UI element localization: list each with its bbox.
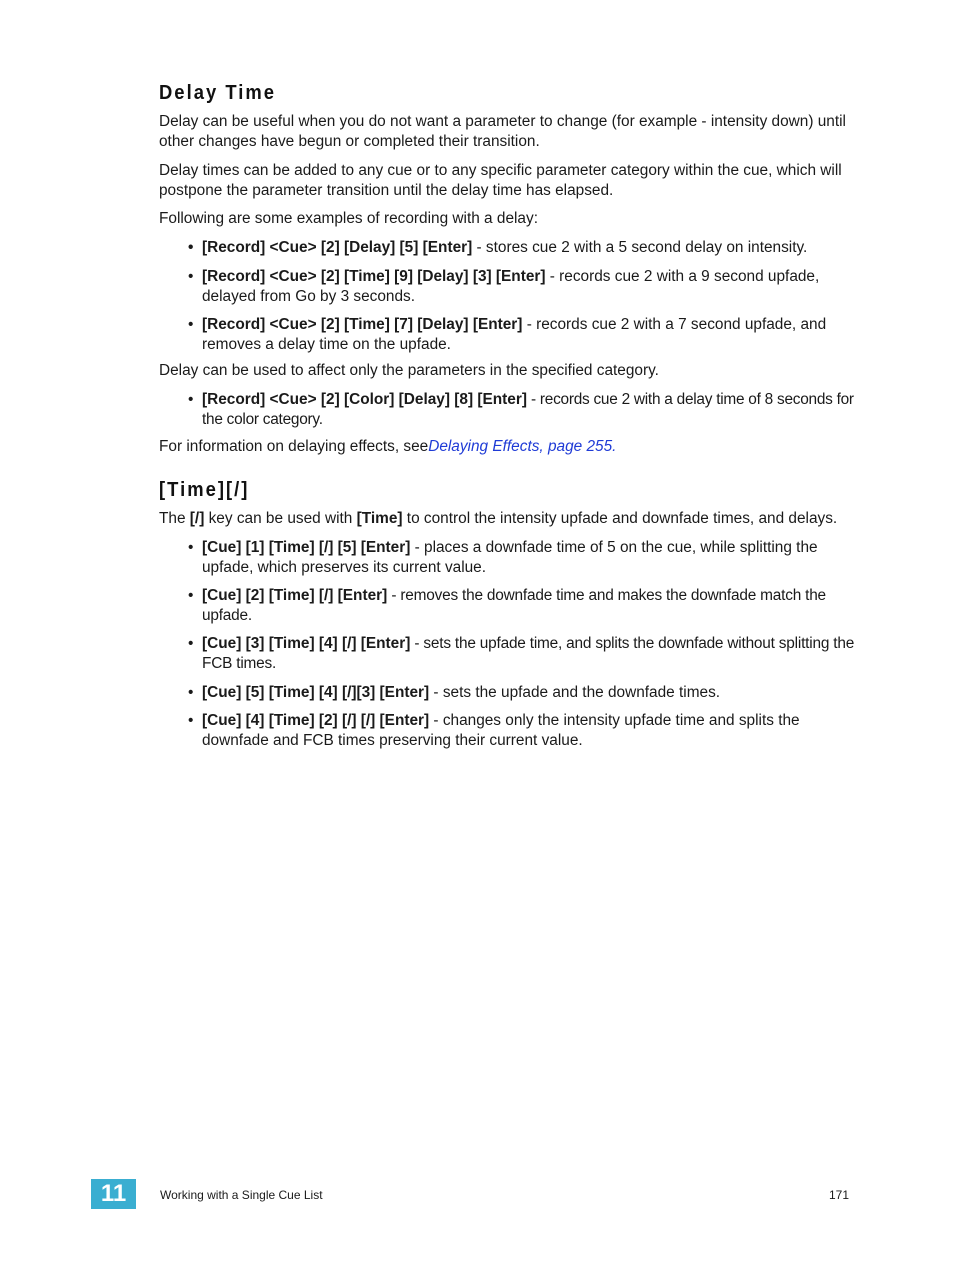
command-sequence: [Record] <Cue> [2] [Color] [Delay] [8] [Enter] [202, 391, 527, 408]
paragraph: Following are some examples of recording with a delay: [159, 210, 538, 227]
command-sequence: [Record] <Cue> [2] [Time] [9] [Delay] [3] [Enter] [202, 268, 546, 285]
paragraph [159, 509, 859, 529]
bullet-icon: • [188, 316, 194, 333]
paragraph-text: to control the intensity upfade and downfade times, and delays. [402, 510, 838, 527]
command-description: - records cue 2 with a 7 second upfade, and removes a delay time on the upfade. [202, 316, 827, 353]
list-item [188, 538, 856, 578]
command-description: - removes the downfade time and makes the downfade match the upfade. [202, 587, 826, 624]
list-item [188, 315, 856, 355]
paragraph-text: The [159, 510, 190, 527]
command-description: - sets the upfade time, and splits the downfade without splitting the FCB times. [202, 635, 855, 672]
command-sequence: [Cue] [5] [Time] [4] [/][3] [Enter] [202, 684, 430, 701]
command-description: - stores cue 2 with a 5 second delay on intensity. [472, 239, 808, 256]
command-sequence: [Cue] [1] [Time] [/] [5] [Enter] [202, 539, 411, 556]
command-sequence: [Record] <Cue> [2] [Delay] [5] [Enter] [202, 239, 473, 256]
key-label: [/] [189, 510, 205, 527]
list-item [188, 267, 856, 307]
bullet-icon: • [188, 391, 194, 408]
command-description: - changes only the intensity upfade time and splits the downfade and FCB times preserving their current value. [202, 712, 800, 749]
command-sequence: [Cue] [2] [Time] [/] [Enter] [202, 587, 388, 604]
footer-chapter-title: Working with a Single Cue List [160, 1188, 323, 1202]
list-item [188, 390, 856, 430]
bullet-icon: • [188, 712, 194, 729]
list-item [188, 586, 856, 626]
command-sequence: [Cue] [4] [Time] [2] [/] [/] [Enter] [202, 712, 430, 729]
paragraph-text: For information on delaying effects, see [159, 438, 429, 455]
paragraph-text: key can be used with [204, 510, 357, 527]
bullet-icon: • [188, 587, 194, 604]
section-heading-time-slash: [Time][/] [159, 479, 250, 501]
command-description: - sets the upfade and the downfade times. [429, 684, 721, 701]
delaying-effects-link[interactable]: Delaying Effects, page 255. [428, 438, 617, 455]
bullet-icon: • [188, 684, 194, 701]
bullet-icon: • [188, 268, 194, 285]
command-sequence: [Cue] [3] [Time] [4] [/] [Enter] [202, 635, 411, 652]
paragraph: Delay times can be added to any cue or to any specific parameter category within the cue, which will postpone the parameter transition until the delay time has elapsed. [159, 162, 842, 199]
bullet-icon: • [188, 239, 194, 256]
page-number: 171 [829, 1188, 850, 1202]
command-description: - places a downfade time of 5 on the cue, while splitting the upfade, which preserves its current value. [202, 539, 818, 576]
list-item [188, 238, 856, 258]
bullet-icon: • [188, 635, 194, 652]
command-description: - records cue 2 with a 9 second upfade, delayed from Go by 3 seconds. [202, 268, 820, 305]
paragraph: Delay can be used to affect only the parameters in the specified category. [159, 362, 659, 379]
key-label: [Time] [356, 510, 403, 527]
list-item [188, 634, 856, 674]
command-sequence: [Record] <Cue> [2] [Time] [7] [Delay] [Enter] [202, 316, 523, 333]
list-item [188, 711, 856, 751]
command-description: - records cue 2 with a delay time of 8 seconds for the color category. [202, 391, 854, 428]
list-item [188, 683, 856, 703]
paragraph [159, 437, 859, 457]
bullet-icon: • [188, 539, 194, 556]
chapter-number-badge: 11 [91, 1179, 136, 1209]
paragraph: Delay can be useful when you do not want a parameter to change (for example - intensity down) until other changes have begun or completed their transition. [159, 113, 846, 150]
section-heading-delay-time: Delay Time [159, 82, 277, 104]
